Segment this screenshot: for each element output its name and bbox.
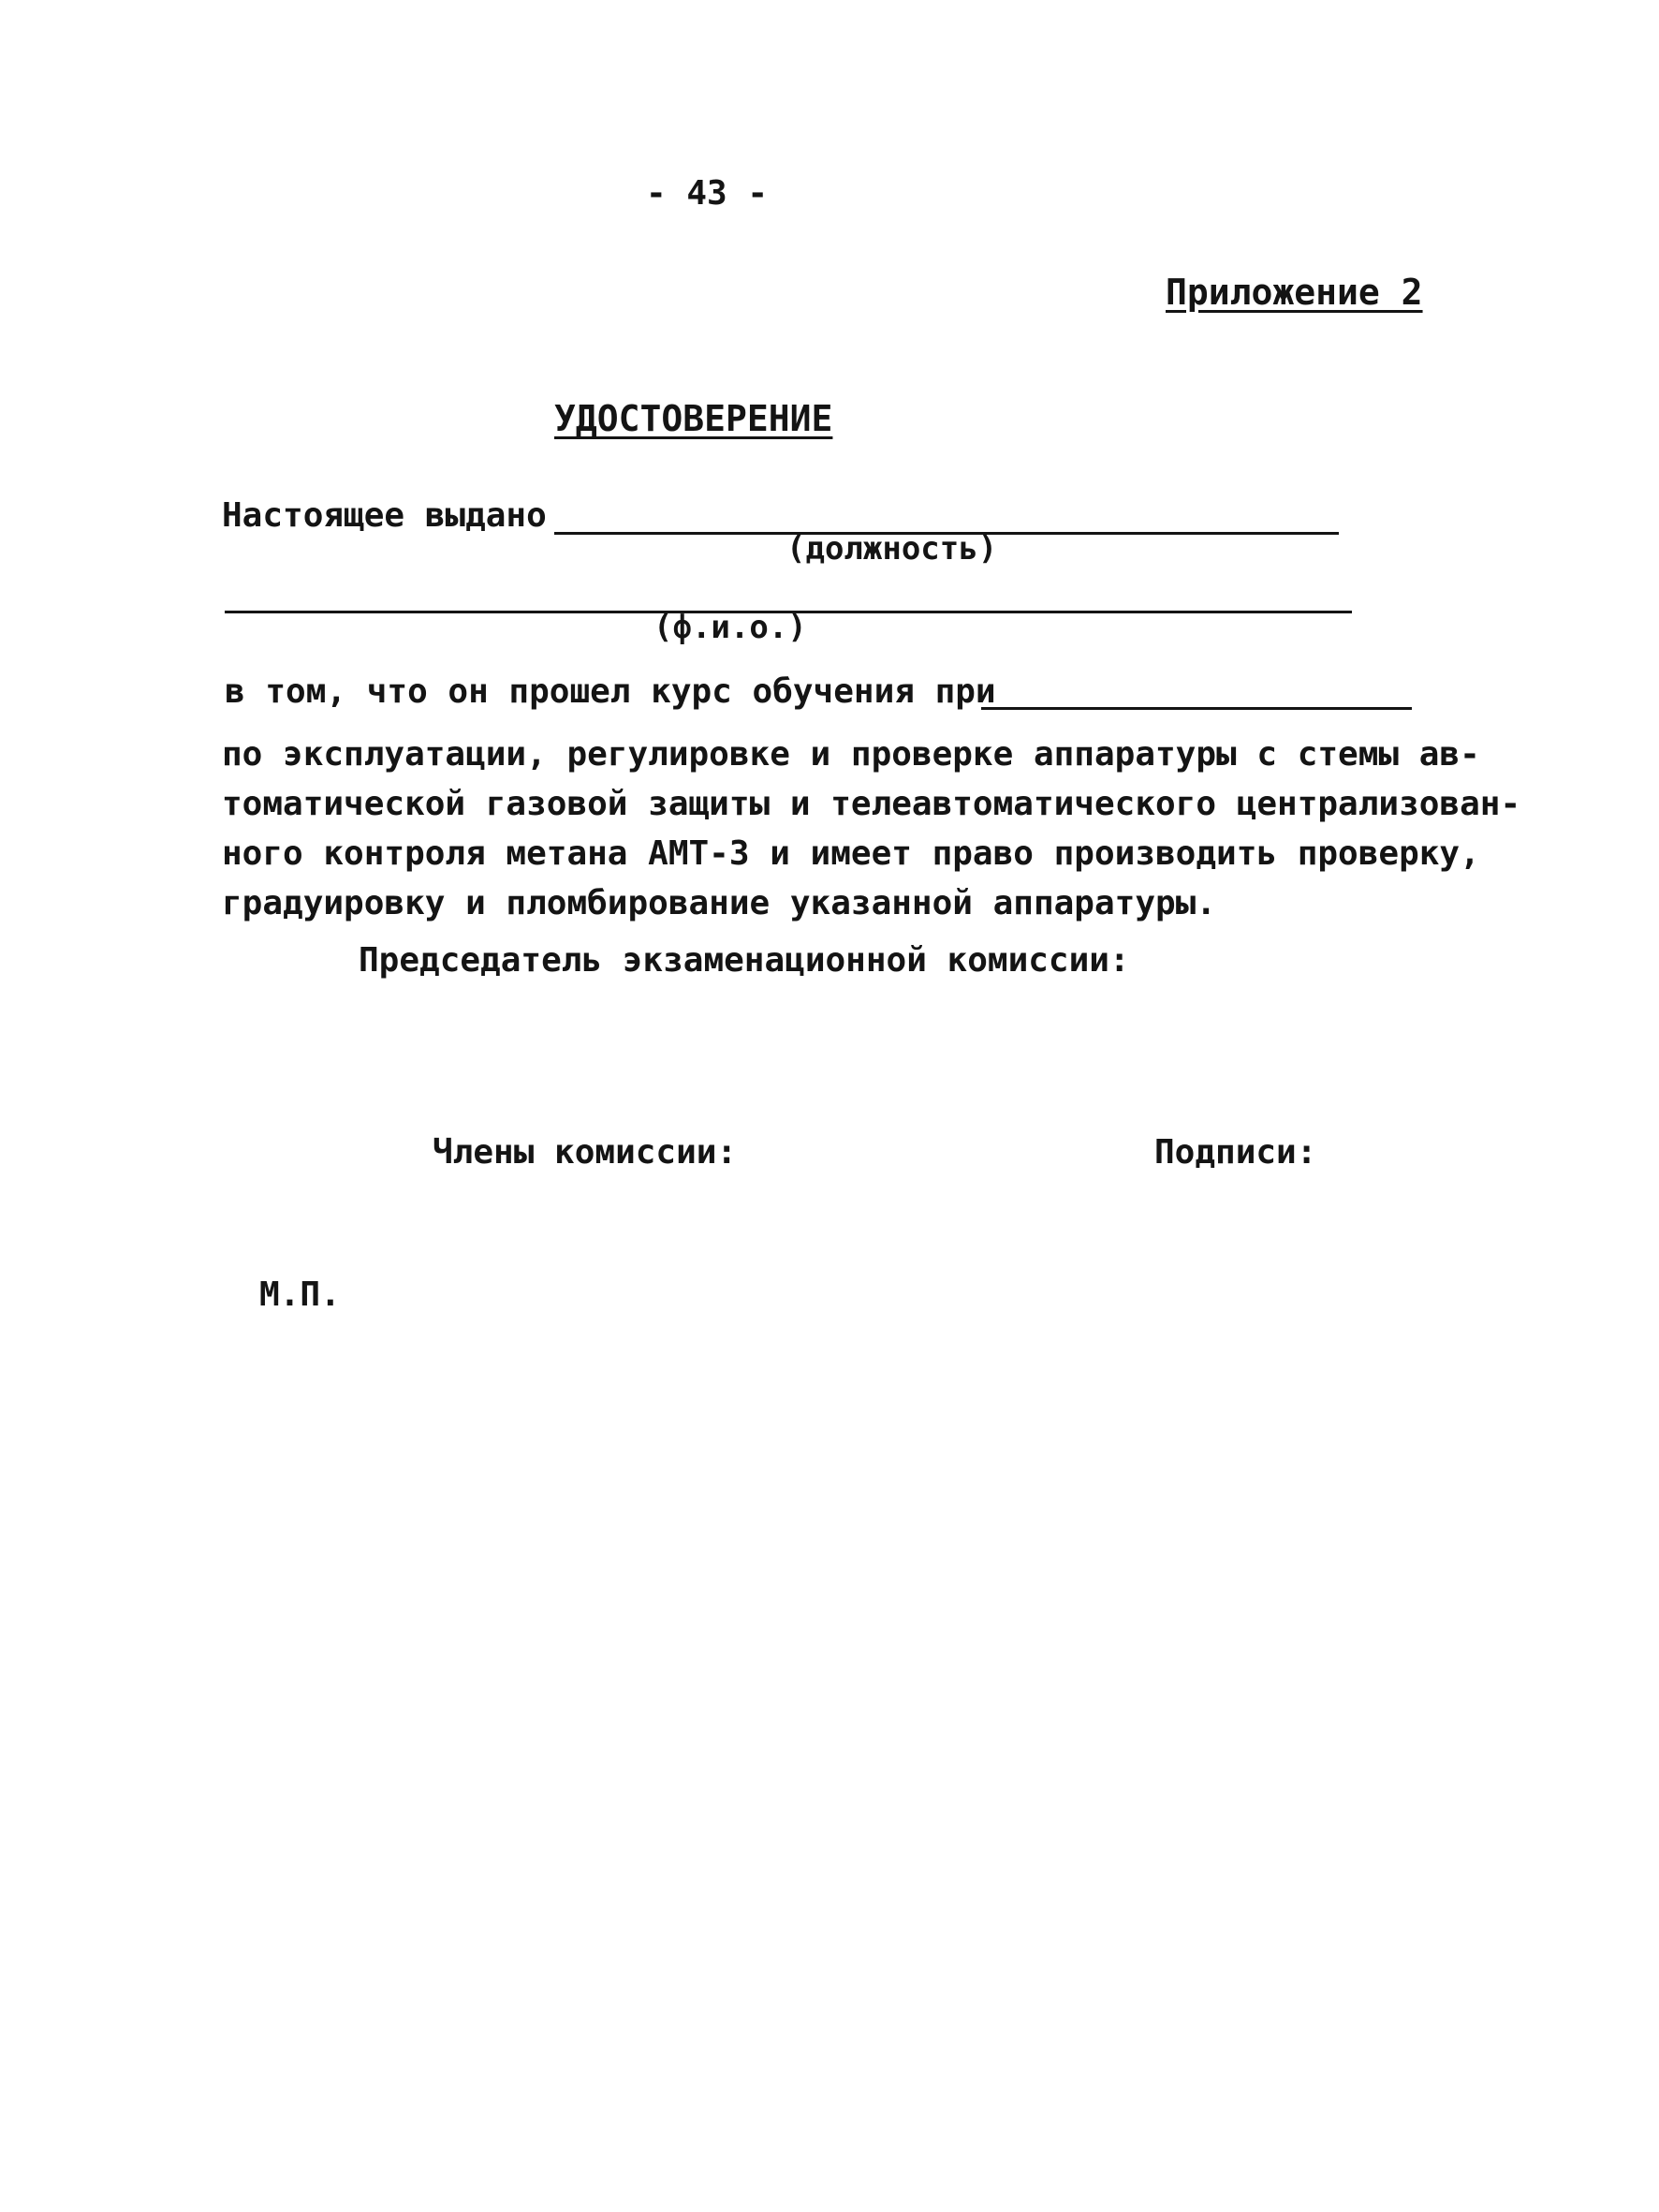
stamp-place-label: М.П. [259, 1276, 341, 1314]
appendix-label: Приложение 2 [1166, 272, 1423, 313]
paragraph-line: градуировку и пломбирование указанной аппаратуры. [222, 884, 1217, 922]
document-title: УДОСТОВЕРЕНИЕ [554, 398, 833, 439]
paragraph-line: по эксплуатации, регулировке и проверке аппаратуры с стемы ав- [222, 735, 1480, 774]
position-caption: (должность) [786, 530, 998, 568]
chairman-label: Председатель экзаменационной комиссии: [359, 941, 1130, 980]
signatures-label: Подписи: [1154, 1133, 1317, 1172]
members-label: Члены комиссии: [433, 1133, 738, 1172]
page-number: - 43 - [646, 174, 769, 213]
paragraph-line: ного контроля метана АМТ-3 и имеет право производить проверку, [222, 834, 1480, 873]
issued-to-label: Настоящее выдано [222, 496, 547, 535]
course-line: в том, что он прошел курс обучения при [225, 672, 996, 711]
name-caption: (ф.и.о.) [653, 609, 807, 646]
paragraph-line: томатической газовой защиты и телеавтоматического централизован- [222, 785, 1521, 823]
institution-blank-line [981, 707, 1412, 710]
